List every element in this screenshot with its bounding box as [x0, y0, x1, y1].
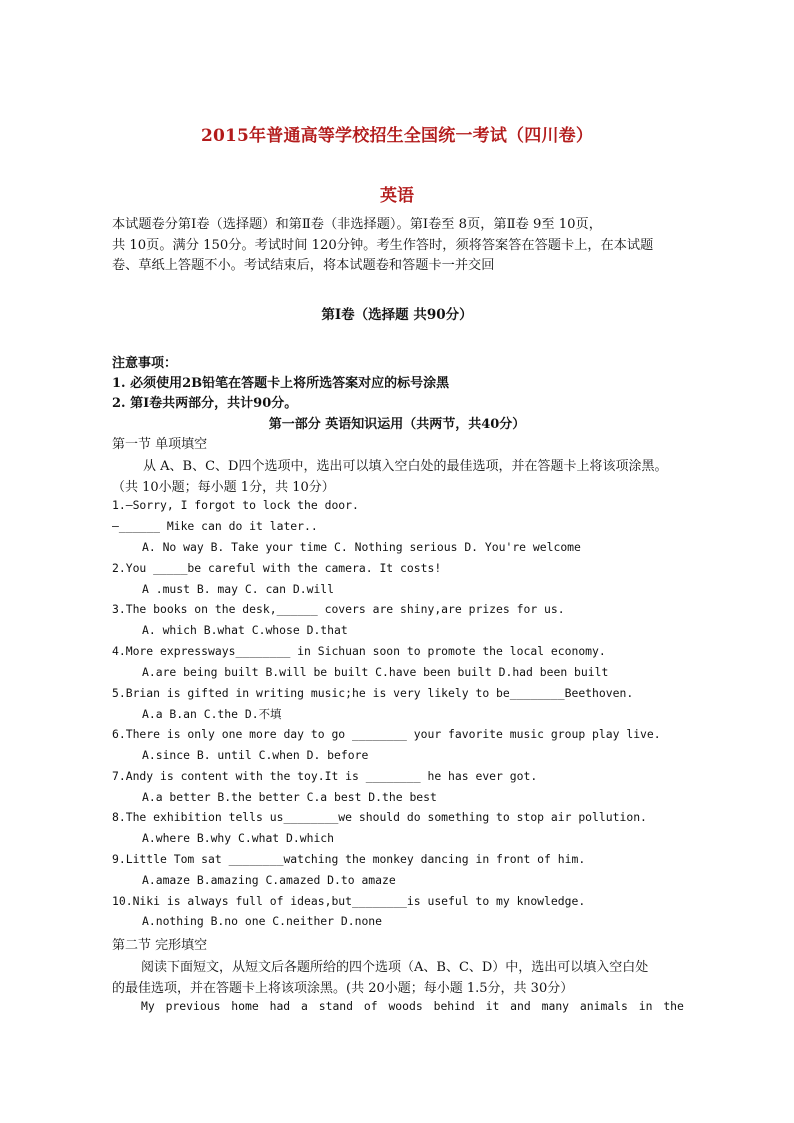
exam-title: 2015年普通高等学校招生全国统一考试（四川卷）: [200, 126, 594, 146]
sec1-instruction: （共 10小题；每小题 1分，共 10分）: [112, 480, 335, 495]
question-stem: 1.—Sorry, I forgot to lock the door.: [112, 498, 359, 512]
sec1-instruction: 从 A、B、C、D四个选项中，选出可以填入空白处的最佳选项，并在答题卡上将该项涂黑。: [143, 459, 668, 474]
passage-text: My previous home had a stand of woods behind it and many animals in the: [141, 999, 684, 1013]
question-options: A.amaze B.amazing C.amazed D.to amaze: [142, 873, 396, 887]
question-stem: 10.Niki is always full of ideas,but________is useful to my knowledge.: [112, 894, 586, 908]
sec2-instruction: 的最佳选项，并在答题卡上将该项涂黑。(共 20小题；每小题 1.5分，共 30分）: [112, 981, 574, 996]
sec2-instruction: 阅读下面短文，从短文后各题所给的四个选项（A、B、C、D）中，选出可以填入空白处: [141, 960, 649, 975]
notes-title: 注意事项：: [112, 356, 178, 371]
question-options: A.a better B.the better C.a best D.the best: [142, 790, 437, 804]
sec2-title: 第二节 完形填空: [112, 938, 208, 953]
question-options: A .must B. may C. can D.will: [142, 582, 335, 596]
note-item: 2. 第Ⅰ卷共两部分，共计90分。: [112, 396, 298, 411]
question-stem: 8.The exhibition tells us________we should do something to stop air pollution.: [112, 810, 647, 824]
question-stem: 2.You _____be careful with the camera. It costs!: [112, 561, 442, 575]
question-stem: 4.More expressways________ in Sichuan soon to promote the local economy.: [112, 644, 606, 658]
part1-title: 第Ⅰ卷（选择题 共90分）: [321, 307, 473, 323]
intro-line: 本试题卷分第Ⅰ卷（选择题）和第Ⅱ卷（非选择题）。第Ⅰ卷至 8页，第Ⅱ卷 9至 10页，: [112, 217, 602, 232]
question-stem: 6.There is only one more day to go ________ your favorite music group play live.: [112, 727, 661, 741]
question-options: A. No way B. Take your time C. Nothing serious D. You're welcome: [142, 540, 581, 554]
question-stem: 3.The books on the desk,______ covers are shiny,are prizes for us.: [112, 602, 565, 616]
section-title: 第一部分 英语知识运用（共两节，共40分）: [268, 417, 526, 432]
intro-paragraph: [112, 215, 692, 277]
question-options: A. which B.what C.whose D.that: [142, 623, 348, 637]
question-stem: 5.Brian is gifted in writing music;he is very likely to be________Beethoven.: [112, 686, 634, 700]
question-stem: 9.Little Tom sat ________watching the monkey dancing in front of him.: [112, 852, 586, 866]
intro-line: 共 10页。满分 150分。考试时间 120分钟。考生作答时，须将答案答在答题卡上，在本试题: [112, 237, 654, 253]
note-item: 1. 必须使用2B铅笔在答题卡上将所选答案对应的标号涂黑: [112, 376, 450, 391]
subject-title: 英语: [380, 186, 414, 206]
question-options: A.are being built B.will be built C.have been built D.had been built: [142, 665, 609, 679]
sec1-title: 第一节 单项填空: [112, 437, 208, 452]
question-options: A.nothing B.no one C.neither D.none: [142, 914, 383, 928]
question-options: A.since B. until C.when D. before: [142, 748, 369, 762]
question-stem: —______ Mike can do it later..: [112, 519, 318, 533]
question-options: A.where B.why C.what D.which: [142, 831, 335, 845]
question-stem: 7.Andy is content with the toy.It is ________ he has ever got.: [112, 769, 538, 783]
intro-line: 卷、草纸上答题不小。考试结束后，将本试题卷和答题卡一并交回: [112, 258, 495, 273]
question-options: A.a B.an C.the D.不填: [142, 707, 282, 721]
